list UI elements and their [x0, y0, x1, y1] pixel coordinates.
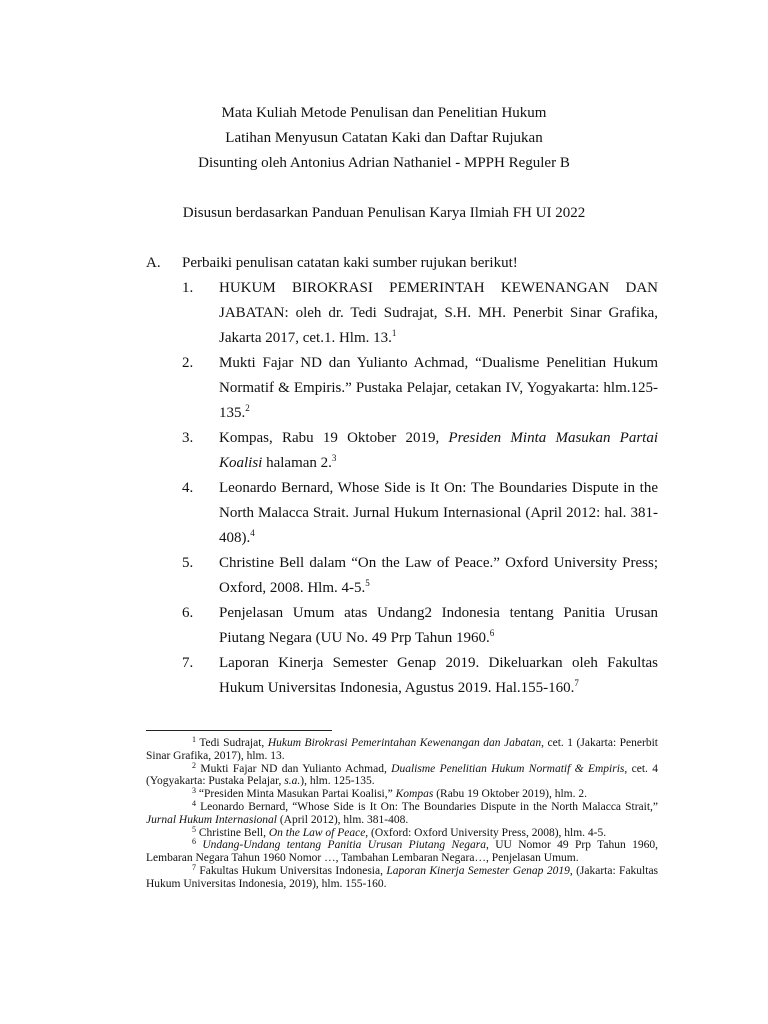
footnote-italic: s.a.: [284, 775, 301, 788]
footnote-text: , UU Nomor 49 Prp Tahun 1960, Lembaran Negara Tahun 1960 Nomor …, Tambahan Lembaran Negara…, Penjelasan Umum.: [146, 839, 658, 865]
footnote: [146, 839, 658, 865]
item-text: Kompas, Rabu 19 Oktober 2019,: [219, 430, 449, 446]
item-text: Leonardo Bernard, Whose Side is It On: The Boundaries Dispute in the North Malacca Strait. Jurnal Hukum Internasional (April 2012: hal. 381-408).: [219, 480, 658, 546]
item-number: 2.: [182, 355, 194, 371]
footnote-text: “Presiden Minta Masukan Partai Koalisi,”: [198, 788, 396, 801]
course-title: Mata Kuliah Metode Penulisan dan Penelitian Hukum: [221, 105, 547, 121]
item-text: Christine Bell dalam “On the Law of Peace.” Oxford University Press; Oxford, 2008. Hlm. 4-5.: [219, 555, 658, 596]
footnote-ref[interactable]: 4: [250, 528, 255, 538]
footnote-number: 2: [192, 760, 196, 770]
footnote-text: , (Oxford: Oxford University Press, 2008), hlm. 4-5.: [365, 826, 607, 839]
footnote-ref[interactable]: 7: [574, 678, 579, 688]
footnote: [146, 824, 658, 840]
item-number: 6.: [182, 605, 194, 621]
item-text: HUKUM BIROKRASI PEMERINTAH KEWENANGAN DAN JABATAN: oleh dr. Tedi Sudrajat, S.H. MH. Penerbit Sinar Grafika, Jakarta 2017, cet.1. Hlm. 13.: [219, 280, 658, 346]
citation-list: [146, 276, 658, 701]
footnote-italic: Hukum Birokrasi Pemerintahan Kewenangan dan Jabatan: [267, 737, 542, 749]
list-item: [146, 276, 658, 351]
footnote-number: 1: [192, 735, 196, 744]
footnote-ref[interactable]: 5: [365, 578, 370, 588]
footnote-ref[interactable]: 6: [489, 628, 495, 638]
footnote: [146, 788, 658, 801]
footnote-ref[interactable]: 2: [245, 403, 250, 413]
footnote-italic: On the Law of Peace: [268, 826, 366, 839]
footnote-text: (April 2012), hlm. 381-408.: [276, 813, 409, 826]
list-item: [146, 426, 658, 476]
footnote-text: Tedi Sudrajat,: [199, 737, 268, 749]
item-italic-title: Presiden Minta Masukan Partai Koalisi: [219, 430, 659, 471]
item-text: Laporan Kinerja Semester Genap 2019. Dikeluarkan oleh Fakultas Hukum Universitas Indonesia, Agustus 2019. Hal.155-160.: [219, 655, 658, 696]
footnote-separator: [146, 730, 332, 731]
section-instruction: Perbaiki penulisan catatan kaki sumber rujukan berikut!: [182, 255, 518, 271]
footnote-text: ), hlm. 125-135.: [300, 775, 375, 788]
footnote-number: 7: [192, 862, 196, 872]
item-number: 7.: [182, 655, 194, 671]
exercise-title: Latihan Menyusun Catatan Kaki dan Daftar Rujukan: [225, 130, 543, 146]
footnote: [146, 862, 659, 891]
guideline-line: Disusun berdasarkan Panduan Penulisan Karya Ilmiah FH UI 2022: [182, 205, 586, 221]
item-number: 5.: [182, 555, 194, 571]
footnote-text: , cet. 1 (Jakarta: Penerbit Sinar Grafika, 2017), hlm. 13.: [146, 737, 658, 762]
footnote-text: (Rabu 19 Oktober 2019), hlm. 2.: [433, 788, 587, 801]
footnote-text: Mukti Fajar ND dan Yulianto Achmad,: [200, 762, 392, 775]
footnote-italic: Laporan Kinerja Semester Genap 2019: [386, 864, 570, 877]
footnote-italic: Undang-Undang tentang Panitia Urusan Piutang Negara: [202, 839, 486, 852]
footnote-ref[interactable]: 1: [391, 328, 397, 338]
item-number: 3.: [182, 430, 194, 446]
footnote-text: Leonardo Bernard, “Whose Side is It On: The Boundaries Dispute in the North Malacca Strait,”: [200, 800, 659, 813]
footnote-text: , cet. 4 (Yogyakarta: Pustaka Pelajar,: [146, 762, 658, 788]
footnote-italic: Jurnal Hukum Internasional: [146, 813, 277, 826]
list-item: [146, 601, 658, 651]
footnote-number: 5: [192, 824, 196, 834]
footnote: [146, 737, 658, 763]
footnote-ref[interactable]: 3: [331, 453, 337, 463]
section-letter: A.: [146, 255, 161, 271]
list-item: [146, 351, 658, 426]
item-number: 4.: [182, 480, 194, 496]
editor-line: Disunting oleh Antonius Adrian Nathaniel - MPPH Reguler B: [198, 155, 570, 171]
item-text-tail: halaman 2.: [262, 455, 332, 471]
item-text: Penjelasan Umum atas Undang2 Indonesia tentang Panitia Urusan Piutang Negara (UU No. 49 Prp Tahun 1960.: [219, 605, 658, 646]
footnotes: [146, 737, 658, 891]
list-item: [146, 551, 658, 601]
footnote-text: Christine Bell,: [198, 826, 269, 839]
footnote-italic: Kompas: [395, 788, 434, 801]
footnote-italic: Dualisme Penelitian Hukum Normatif & Empiris: [391, 762, 625, 775]
footnote-number: 6: [192, 837, 196, 847]
footnote-number: 4: [192, 798, 196, 808]
list-item: [146, 476, 658, 551]
footnote-number: 3: [192, 786, 196, 796]
footnote: [146, 798, 659, 827]
section-a-heading: [146, 251, 658, 276]
footnote-text: , (Jakarta: Fakultas Hukum Universitas Indonesia, 2019), hlm. 155-160.: [146, 864, 659, 890]
footnote: [146, 760, 658, 789]
item-number: 1.: [182, 280, 194, 296]
footnote-text: Fakultas Hukum Universitas Indonesia,: [199, 864, 387, 877]
list-item: [146, 651, 658, 701]
item-text: Mukti Fajar ND dan Yulianto Achmad, “Dualisme Penelitian Hukum Normatif & Empiris.” Pustaka Pelajar, cetakan IV, Yogyakarta: hlm.125-135.: [219, 355, 658, 421]
